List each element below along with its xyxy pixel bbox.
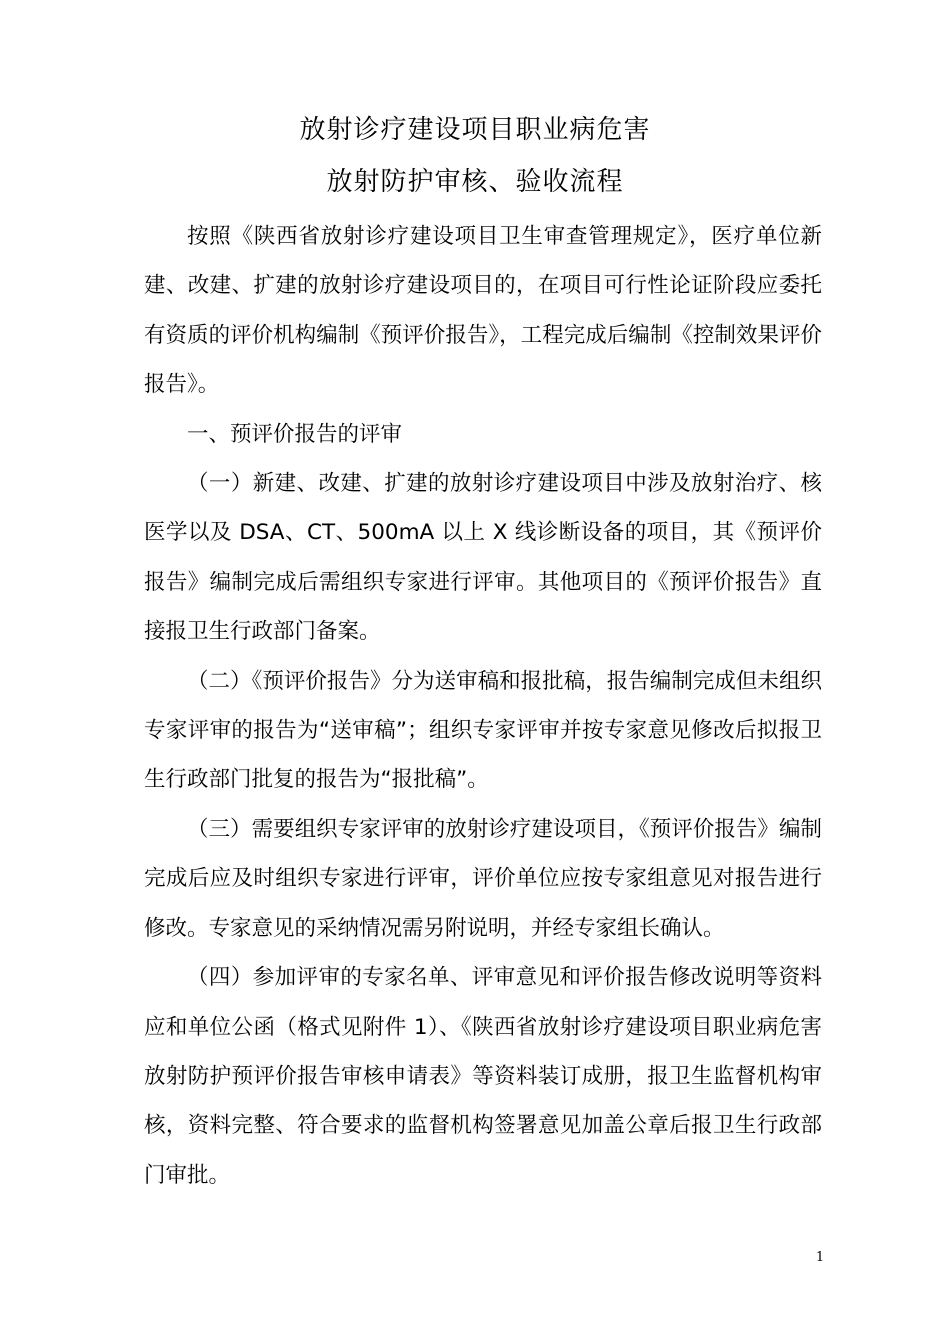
section-heading: 一、预评价报告的评审 [187,421,403,447]
clause-paragraph-2: （二）《预评价报告》分为送审稿和报批稿，报告编制完成但未组织专家评审的报告为“送审稿”；组织专家评审并按专家意见修改后拟报卫生行政部门批复的报告为“报批稿”。 [144,668,822,793]
page-number: 1 [815,1250,825,1265]
intro-paragraph: 按照《陕西省放射诊疗建设项目卫生审查管理规定》，医疗单位新建、改建、扩建的放射诊疗建设项目的，在项目可行性论证阶段应委托有资质的评价机构编制《预评价报告》，工程完成后编制《控制效果评价报告》。 [144,224,822,398]
clause-paragraph-4: （四）参加评审的专家名单、评审意见和评价报告修改说明等资料应和单位公函（格式见附件 1）、《陕西省放射诊疗建设项目职业病危害放射防护预评价报告审核申请表》等资料装订成册，报卫生监督机构审核，资料完整、符合要求的监督机构签署意见加盖公章后报卫生行政部门审批。 [144,965,822,1188]
clause-paragraph-3: （三）需要组织专家评审的放射诊疗建设项目，《预评价报告》编制完成后应及时组织专家进行评审，评价单位应按专家组意见对报告进行修改。专家意见的采纳情况需另附说明，并经专家组长确认。 [144,816,822,941]
clause-paragraph-1: （一）新建、改建、扩建的放射诊疗建设项目中涉及放射治疗、核医学以及 DSA、CT、500mA 以上 X 线诊断设备的项目，其《预评价报告》编制完成后需组织专家进行评审。其他项目的《预评价报告》直接报卫生行政部门备案。 [144,471,822,645]
document-body [144,212,822,1200]
document-title-line-1: 放射诊疗建设项目职业病危害 [299,115,651,145]
document-title-line-2: 放射防护审核、验收流程 [326,167,624,197]
